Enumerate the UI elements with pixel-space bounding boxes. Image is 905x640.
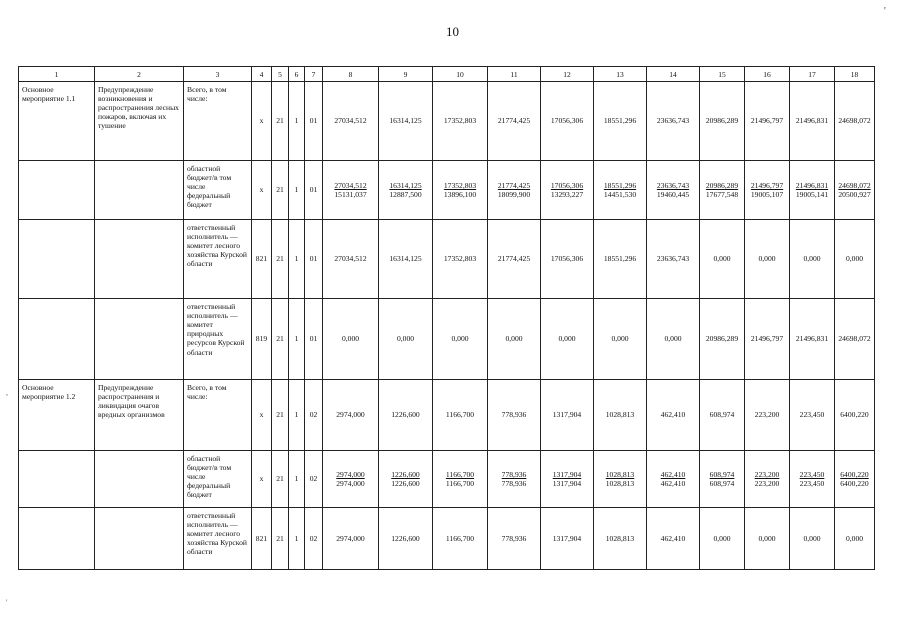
value-cell [433,451,488,508]
regional-budget-value: 6400,220 [840,469,869,479]
column-header: 11 [488,67,541,82]
code-cell: 21 [272,508,289,570]
regional-budget-value: 1226,600 [391,469,420,479]
value-cell: 1226,600 [379,380,433,451]
code-cell: 01 [305,299,323,380]
code-cell: 21 [272,82,289,161]
activity-description-cell [95,508,184,570]
value-cell: 2974,000 [323,508,379,570]
value-cell [835,161,875,220]
table-row [19,161,875,220]
regional-budget-value: 223,450 [799,469,825,479]
value-cell: 27034,512 [323,82,379,161]
column-header: 18 [835,67,875,82]
value-cell [379,451,433,508]
value-cell: 0,000 [433,299,488,380]
table-row [19,220,875,299]
federal-budget-value: 19005,107 [750,190,784,199]
activity-name-cell: Основное мероприятие 1.1 [19,82,95,161]
column-header: 2 [95,67,184,82]
value-cell: 0,000 [647,299,700,380]
federal-budget-value: 1226,600 [391,479,420,488]
value-cell: 0,000 [700,508,745,570]
regional-budget-value: 608,974 [709,469,735,479]
regional-budget-value: 1166,700 [445,469,475,479]
value-cell: 2974,000 [323,380,379,451]
regional-budget-value: 21496,831 [795,180,829,190]
regional-budget-value: 1317,904 [552,469,582,479]
value-cell: 1166,700 [433,380,488,451]
value-cell: 6400,220 [835,380,875,451]
column-header: 16 [745,67,790,82]
value-cell: 0,000 [488,299,541,380]
code-cell: x [252,451,272,508]
value-cell: 1028,813 [594,380,647,451]
code-cell: x [252,380,272,451]
federal-budget-value: 18099,900 [497,190,531,199]
regional-budget-value: 223,200 [754,469,780,479]
value-cell: 20986,289 [700,299,745,380]
regional-budget-value: 27034,512 [334,180,367,190]
value-cell [323,451,379,508]
value-cell: 0,000 [541,299,594,380]
page-number: 10 [446,24,459,39]
federal-budget-value: 20500,927 [838,190,871,199]
table-row [19,451,875,508]
value-cell: 1166,700 [433,508,488,570]
value-cell [745,161,790,220]
funding-source-cell: Всего, в том числе: [184,380,252,451]
federal-budget-value: 608,974 [709,479,735,488]
column-header: 17 [790,67,835,82]
regional-budget-value: 18551,296 [603,180,637,190]
value-cell [790,161,835,220]
value-cell: 24698,072 [835,299,875,380]
column-header: 7 [305,67,323,82]
regional-budget-value: 20986,289 [705,180,739,190]
code-cell: 821 [252,508,272,570]
value-cell: 1317,904 [541,380,594,451]
code-cell: 01 [305,220,323,299]
value-cell [488,161,541,220]
value-cell: 462,410 [647,380,700,451]
value-cell: 462,410 [647,508,700,570]
column-header: 10 [433,67,488,82]
activity-name-cell [19,451,95,508]
table-body [19,82,875,570]
table-row [19,82,875,161]
code-cell: 1 [289,220,305,299]
regional-budget-value: 1028,813 [605,469,635,479]
value-cell: 23636,743 [647,82,700,161]
edge-mark: , [6,388,8,397]
value-cell: 17056,306 [541,82,594,161]
federal-budget-value: 12887,500 [389,190,422,199]
value-cell: 24698,072 [835,82,875,161]
code-cell: 01 [305,82,323,161]
federal-budget-value: 223,200 [754,479,780,488]
value-cell [433,161,488,220]
value-cell [594,161,647,220]
value-cell: 21496,797 [745,82,790,161]
regional-budget-value: 2974,000 [336,469,365,479]
federal-budget-value: 1028,813 [605,479,635,488]
value-cell: 18551,296 [594,82,647,161]
value-cell [700,161,745,220]
code-cell: x [252,161,272,220]
header-row [19,67,875,82]
budget-table [18,66,875,570]
value-cell [835,451,875,508]
value-cell: 0,000 [700,220,745,299]
value-cell: 21496,831 [790,82,835,161]
value-cell [541,161,594,220]
value-cell: 0,000 [835,220,875,299]
value-cell [700,451,745,508]
funding-source-cell: ответственный исполнитель — комитет природных ресурсов Курской области [184,299,252,380]
value-cell: 16314,125 [379,220,433,299]
column-header: 14 [647,67,700,82]
federal-budget-value: 6400,220 [840,479,869,488]
code-cell: 1 [289,299,305,380]
value-cell: 20986,289 [700,82,745,161]
code-cell: 21 [272,161,289,220]
corner-mark: ' [884,6,886,17]
column-header: 1 [19,67,95,82]
code-cell: 1 [289,380,305,451]
value-cell [594,451,647,508]
funding-source-cell: областной бюджет/в том числе федеральный бюджет [184,161,252,220]
federal-budget-value: 2974,000 [336,479,365,488]
activity-name-cell [19,508,95,570]
value-cell: 0,000 [594,299,647,380]
value-cell: 23636,743 [647,220,700,299]
value-cell [790,451,835,508]
code-cell: 1 [289,508,305,570]
activity-description-cell: Предупреждение распространения и ликвидация очагов вредных организмов [95,380,184,451]
value-cell: 18551,296 [594,220,647,299]
funding-source-cell: Всего, в том числе: [184,82,252,161]
value-cell: 0,000 [379,299,433,380]
regional-budget-value: 17056,306 [550,180,584,190]
column-header: 13 [594,67,647,82]
federal-budget-value: 17677,548 [705,190,739,199]
code-cell: 21 [272,220,289,299]
activity-name-cell: Основное мероприятие 1.2 [19,380,95,451]
value-cell [379,161,433,220]
table-row [19,299,875,380]
value-cell: 778,936 [488,508,541,570]
funding-source-cell: ответственный исполнитель — комитет лесного хозяйства Курской области [184,220,252,299]
code-cell: 02 [305,451,323,508]
activity-name-cell [19,220,95,299]
code-cell: 21 [272,380,289,451]
regional-budget-value: 21496,797 [750,180,784,190]
federal-budget-value: 462,410 [660,479,686,488]
value-cell [541,451,594,508]
code-cell: 21 [272,451,289,508]
column-header: 4 [252,67,272,82]
edge-mark: ' [6,598,8,607]
value-cell: 0,000 [790,508,835,570]
value-cell: 21774,425 [488,82,541,161]
value-cell: 17352,803 [433,82,488,161]
value-cell: 0,000 [835,508,875,570]
code-cell: 01 [305,161,323,220]
code-cell: 02 [305,508,323,570]
code-cell: 1 [289,451,305,508]
value-cell: 21774,425 [488,220,541,299]
value-cell: 21496,797 [745,299,790,380]
column-header: 15 [700,67,745,82]
value-cell: 223,450 [790,380,835,451]
value-cell: 778,936 [488,380,541,451]
column-header: 12 [541,67,594,82]
federal-budget-value: 14451,530 [603,190,637,199]
value-cell: 1028,813 [594,508,647,570]
activity-description-cell [95,220,184,299]
regional-budget-value: 16314,125 [389,180,422,190]
column-header: 6 [289,67,305,82]
regional-budget-value: 24698,072 [838,180,871,190]
value-cell: 1226,600 [379,508,433,570]
value-cell: 17056,306 [541,220,594,299]
regional-budget-value: 778,936 [501,469,527,479]
code-cell: 819 [252,299,272,380]
activity-description-cell: Предупреждение возникновения и распространения лесных пожаров, включая их тушение [95,82,184,161]
value-cell [745,451,790,508]
regional-budget-value: 17352,803 [443,180,477,190]
code-cell: x [252,82,272,161]
code-cell: 1 [289,82,305,161]
value-cell: 0,000 [790,220,835,299]
column-header: 8 [323,67,379,82]
federal-budget-value: 15131,037 [334,190,367,199]
federal-budget-value: 13293,227 [550,190,584,199]
code-cell: 1 [289,161,305,220]
federal-budget-value: 19005,141 [795,190,829,199]
value-cell: 0,000 [323,299,379,380]
column-header: 9 [379,67,433,82]
value-cell [323,161,379,220]
table-row [19,508,875,570]
regional-budget-value: 21774,425 [497,180,531,190]
activity-name-cell [19,299,95,380]
federal-budget-value: 223,450 [799,479,825,488]
value-cell [488,451,541,508]
federal-budget-value: 19460,445 [656,190,690,199]
value-cell: 17352,803 [433,220,488,299]
funding-source-cell: ответственный исполнитель — комитет лесного хозяйства Курской области [184,508,252,570]
activity-description-cell [95,451,184,508]
activity-description-cell [95,161,184,220]
value-cell: 0,000 [745,508,790,570]
code-cell: 821 [252,220,272,299]
value-cell: 608,974 [700,380,745,451]
federal-budget-value: 1166,700 [445,479,475,488]
column-header: 5 [272,67,289,82]
value-cell: 1317,904 [541,508,594,570]
value-cell: 27034,512 [323,220,379,299]
code-cell: 02 [305,380,323,451]
column-header: 3 [184,67,252,82]
value-cell: 16314,125 [379,82,433,161]
funding-source-cell: областной бюджет/в том числе федеральный бюджет [184,451,252,508]
code-cell: 21 [272,299,289,380]
regional-budget-value: 462,410 [660,469,686,479]
activity-description-cell [95,299,184,380]
federal-budget-value: 13896,100 [443,190,477,199]
federal-budget-value: 778,936 [501,479,527,488]
value-cell: 223,200 [745,380,790,451]
value-cell: 0,000 [745,220,790,299]
value-cell [647,161,700,220]
federal-budget-value: 1317,904 [552,479,582,488]
activity-name-cell [19,161,95,220]
value-cell: 21496,831 [790,299,835,380]
regional-budget-value: 23636,743 [656,180,690,190]
table-row [19,380,875,451]
value-cell [647,451,700,508]
